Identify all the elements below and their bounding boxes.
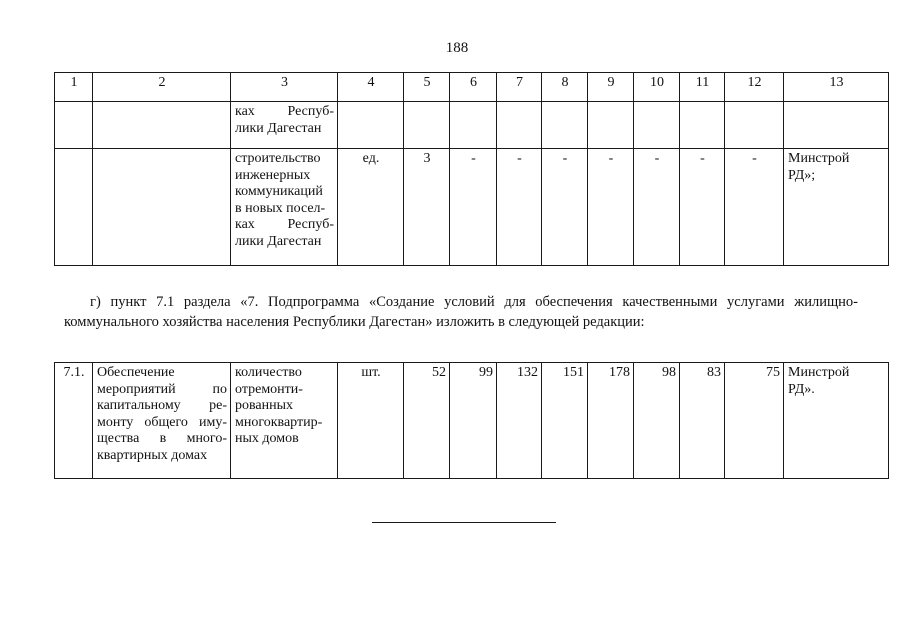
cell-text-line: Обеспечение bbox=[97, 365, 175, 380]
cell-text-line: Минстрой bbox=[788, 365, 850, 380]
cell-text-line: щества в много- bbox=[97, 431, 227, 446]
table-cell-value: 132 bbox=[497, 363, 542, 479]
cell-text-line: ных домов bbox=[235, 431, 299, 446]
cell-text-line: в новых посел- bbox=[235, 200, 326, 216]
table-cell bbox=[497, 102, 542, 149]
header-cell: 13 bbox=[784, 73, 889, 102]
table-cell-indicator bbox=[231, 363, 338, 479]
table-cell bbox=[404, 102, 450, 149]
table-cell-unit: шт. bbox=[338, 363, 404, 479]
cell-text-line: мероприятий по bbox=[97, 381, 227, 397]
header-cell: 8 bbox=[542, 73, 588, 102]
cell-text-line: инженерных bbox=[235, 167, 311, 183]
table-bottom bbox=[54, 362, 889, 479]
table-cell-value: - bbox=[450, 149, 497, 266]
header-cell: 3 bbox=[231, 73, 338, 102]
cell-text-line: монту общего иму- bbox=[97, 414, 227, 430]
table-cell bbox=[338, 102, 404, 149]
table-cell-value: 75 bbox=[725, 363, 784, 479]
table-cell bbox=[634, 102, 680, 149]
table-cell-indicator bbox=[231, 149, 338, 266]
header-cell: 6 bbox=[450, 73, 497, 102]
table-cell bbox=[55, 102, 93, 149]
table-cell-value: 83 bbox=[680, 363, 725, 479]
cell-text-line: многоквартир- bbox=[235, 414, 323, 430]
table-cell-value: - bbox=[588, 149, 634, 266]
cell-text-line: лики Дагестан bbox=[235, 233, 322, 249]
table-cell bbox=[784, 102, 889, 149]
cell-text-line: квартирных домах bbox=[97, 447, 208, 463]
table-cell-value: 178 bbox=[588, 363, 634, 479]
header-cell: 9 bbox=[588, 73, 634, 102]
cell-text-line: Минстрой bbox=[788, 151, 850, 166]
table-cell-value: 151 bbox=[542, 363, 588, 479]
table-cell bbox=[725, 102, 784, 149]
cell-text-line: РД»; bbox=[788, 167, 816, 183]
header-cell: 5 bbox=[404, 73, 450, 102]
amendment-paragraph bbox=[64, 292, 858, 332]
table-header-row bbox=[55, 73, 889, 102]
table-cell-value: - bbox=[497, 149, 542, 266]
cell-text-line: ках Респуб- bbox=[235, 104, 334, 119]
table-cell-unit: ед. bbox=[338, 149, 404, 266]
header-cell: 4 bbox=[338, 73, 404, 102]
table-cell bbox=[450, 102, 497, 149]
table-cell bbox=[93, 102, 231, 149]
table-row bbox=[55, 102, 889, 149]
table-cell-executor bbox=[784, 363, 889, 479]
table-cell-value: - bbox=[634, 149, 680, 266]
cell-text-line: РД». bbox=[788, 381, 815, 397]
footer-rule bbox=[372, 522, 556, 523]
paragraph-line: г) пункт 7.1 раздела «7. Подпрограмма «Создание условий для обеспечения качественными услугами жилищно- bbox=[90, 294, 858, 310]
table-row bbox=[55, 149, 889, 266]
cell-text-line: количество bbox=[235, 365, 302, 380]
table-cell-value: - bbox=[680, 149, 725, 266]
table-cell-value: - bbox=[725, 149, 784, 266]
table-cell-value: 98 bbox=[634, 363, 680, 479]
table-row bbox=[55, 363, 889, 479]
table-cell-value: - bbox=[542, 149, 588, 266]
table-cell bbox=[588, 102, 634, 149]
page-number: 188 bbox=[445, 40, 469, 56]
table-cell bbox=[55, 149, 93, 266]
cell-text-line: лики Дагестан bbox=[235, 120, 322, 136]
table-cell-value: 52 bbox=[404, 363, 450, 479]
table-cell bbox=[542, 102, 588, 149]
paragraph-line: коммунального хозяйства населения Республики Дагестан» изложить в следующей редакции: bbox=[64, 314, 645, 330]
table-cell-number: 7.1. bbox=[55, 363, 93, 479]
cell-text-line: строительство bbox=[235, 151, 321, 166]
cell-text-line: капитальному ре- bbox=[97, 398, 227, 413]
table-cell-value: 99 bbox=[450, 363, 497, 479]
header-cell: 10 bbox=[634, 73, 680, 102]
header-cell: 12 bbox=[725, 73, 784, 102]
header-cell: 1 bbox=[55, 73, 93, 102]
header-cell: 2 bbox=[93, 73, 231, 102]
cell-text-line: рованных bbox=[235, 398, 294, 413]
table-cell bbox=[680, 102, 725, 149]
table-cell bbox=[93, 149, 231, 266]
table-top bbox=[54, 72, 889, 266]
cell-text-line: отремонти- bbox=[235, 381, 303, 397]
cell-text-line: коммуникаций bbox=[235, 184, 323, 199]
table-cell-value: 3 bbox=[404, 149, 450, 266]
table-cell-executor bbox=[784, 149, 889, 266]
header-cell: 7 bbox=[497, 73, 542, 102]
table-cell-measure bbox=[93, 363, 231, 479]
table-cell-indicator bbox=[231, 102, 338, 149]
cell-text-line: ках Респуб- bbox=[235, 217, 334, 232]
header-cell: 11 bbox=[680, 73, 725, 102]
